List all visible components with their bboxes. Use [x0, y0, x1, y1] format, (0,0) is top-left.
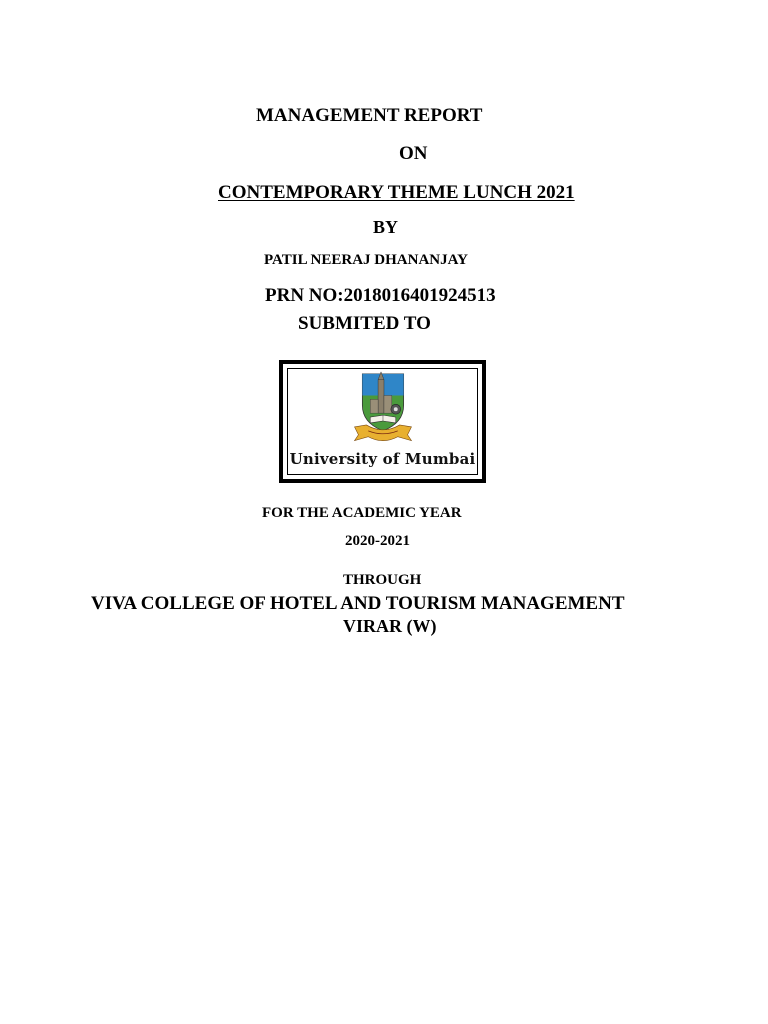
submitted-to: SUBMITED TO [298, 313, 431, 334]
logo-caption: University of Mumbai [289, 450, 476, 468]
author-name: PATIL NEERAJ DHANANJAY [264, 252, 468, 268]
through-label: THROUGH [343, 572, 422, 588]
report-theme: CONTEMPORARY THEME LUNCH 2021 [218, 182, 575, 203]
prn-number: PRN NO:2018016401924513 [265, 285, 496, 306]
college-name: VIVA COLLEGE OF HOTEL AND TOURISM MANAGEMENT [91, 593, 625, 614]
academic-year: 2020-2021 [345, 533, 410, 549]
college-location: VIRAR (W) [343, 616, 437, 636]
report-title: MANAGEMENT REPORT [256, 105, 483, 126]
university-logo [279, 360, 486, 483]
logo-border [283, 364, 482, 479]
academic-year-label: FOR THE ACADEMIC YEAR [262, 505, 462, 521]
report-on: ON [399, 143, 428, 164]
report-by: BY [373, 217, 399, 237]
